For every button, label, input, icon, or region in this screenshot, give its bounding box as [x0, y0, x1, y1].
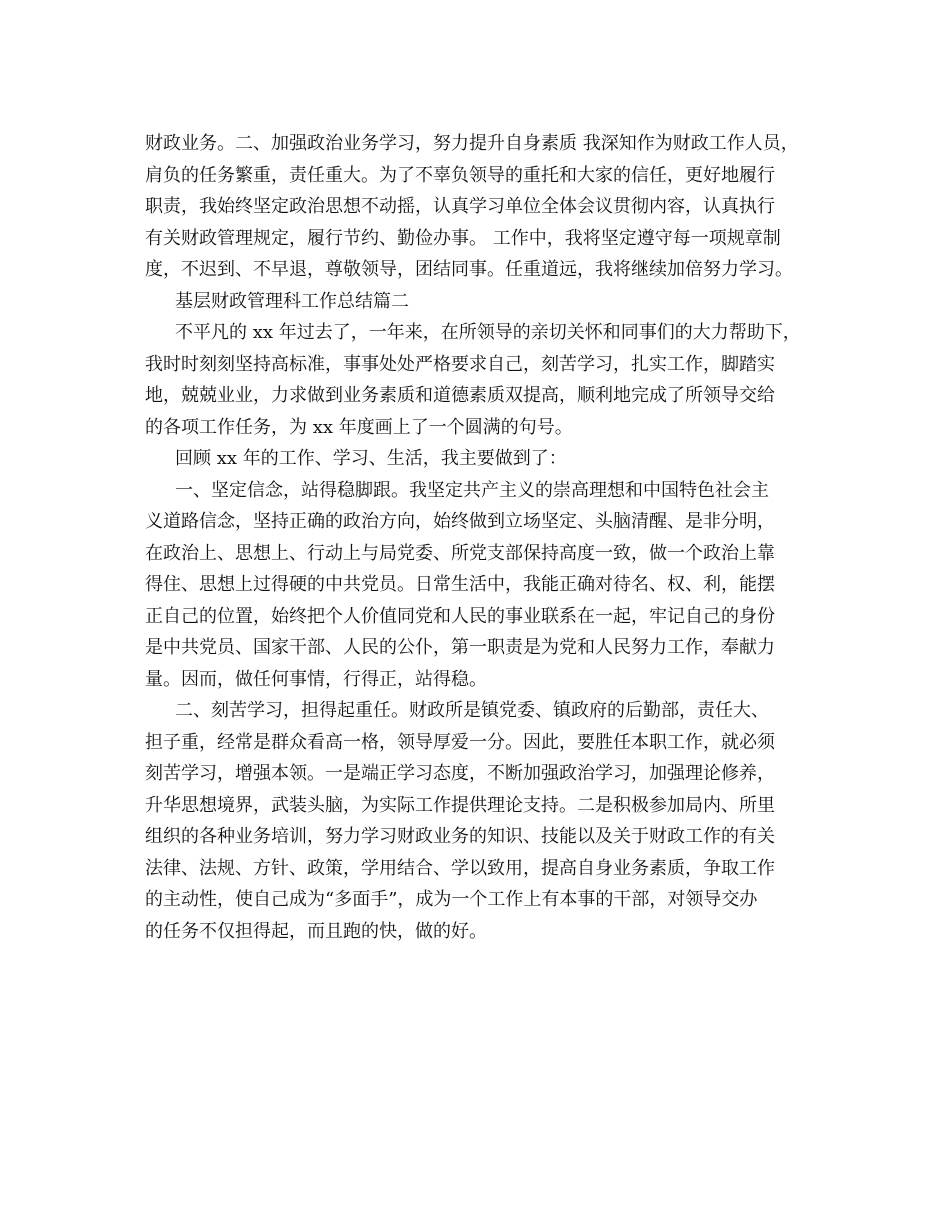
text-line: 刻苦学习，增强本领。一是端正学习态度，不断加强政治学习，加强理论修养，	[145, 763, 775, 784]
text-line: 正自己的位置，始终把个人价值同党和人民的事业联系在一起，牢记自己的身份	[145, 605, 775, 627]
text-line: 升华思想境界，武装头脑，为实际工作提供理论支持。二是积极参加局内、所里	[145, 794, 775, 816]
text-line: 义道路信念，坚持正确的政治方向，始终做到立场坚定、头脑清醒、是非分明，	[145, 511, 775, 532]
text-line: 的任务不仅担得起，而且跑的快，做的好。	[145, 920, 487, 942]
text-line: 地，兢兢业业，力求做到业务素质和道德素质双提高，顺利地完成了所领导交给	[145, 385, 775, 406]
text-line: 在政治上、思想上、行动上与局党委、所党支部保持高度一致，做一个政治上靠	[145, 542, 775, 564]
text-line: 的主动性，使自己成为“多面手”，成为一个工作上有本事的干部，对领导交办	[145, 889, 758, 910]
text-line: 肩负的任务繁重，责任重大。为了不辜负领导的重托和大家的信任，更好地履行	[145, 164, 775, 186]
text-line: 量。因而，做任何事情，行得正，站得稳。	[145, 668, 487, 690]
text-line: 一、坚定信念，站得稳脚跟。我坚定共产主义的崇高理想和中国特色社会主	[175, 479, 769, 501]
text-line: 有关财政管理规定，履行节约、勤俭办事。 工作中，我将坚定遵守每一项规章制	[145, 227, 781, 249]
text-line: 职责，我始终坚定政治思想不动摇，认真学习单位全体会议贯彻内容，认真执行	[145, 196, 775, 217]
text-line: 基层财政管理科工作总结篇二	[175, 290, 409, 312]
text-line: 回顾 xx 年的工作、学习、生活，我主要做到了：	[175, 448, 567, 469]
text-line: 不平凡的 xx 年过去了，一年来，在所领导的亲切关怀和同事们的大力帮助下，	[175, 322, 801, 343]
text-line: 组织的各种业务培训，努力学习财政业务的知识、技能以及关于财政工作的有关	[145, 826, 775, 847]
text-line: 二、刻苦学习，担得起重任。财政所是镇党委、镇政府的后勤部，责任大、	[175, 700, 769, 721]
text-line: 担子重，经常是群众看高一格，领导厚爱一分。因此，要胜任本职工作，就必须	[145, 731, 775, 753]
text-line: 的各项工作任务，为 xx 年度画上了一个圆满的句号。	[145, 416, 573, 438]
document-body	[145, 128, 815, 947]
text-line: 财政业务。二、加强政治业务学习，努力提升自身素质 我深知作为财政工作人员，	[145, 133, 799, 154]
text-line: 我时时刻刻坚持高标准，事事处处严格要求自己，刻苦学习，扎实工作，脚踏实	[145, 353, 775, 375]
text-line: 是中共党员、国家干部、人民的公仆，第一职责是为党和人民努力工作，奉献力	[145, 637, 775, 658]
text-line: 度，不迟到、不早退，尊敬领导，团结同事。任重道远，我将继续加倍努力学习。	[145, 259, 793, 280]
text-line: 法律、法规、方针、政策，学用结合、学以致用，提高自身业务素质，争取工作	[145, 857, 775, 879]
text-line: 得住、思想上过得硬的中共党员。日常生活中，我能正确对待名、权、利，能摆	[145, 574, 775, 595]
